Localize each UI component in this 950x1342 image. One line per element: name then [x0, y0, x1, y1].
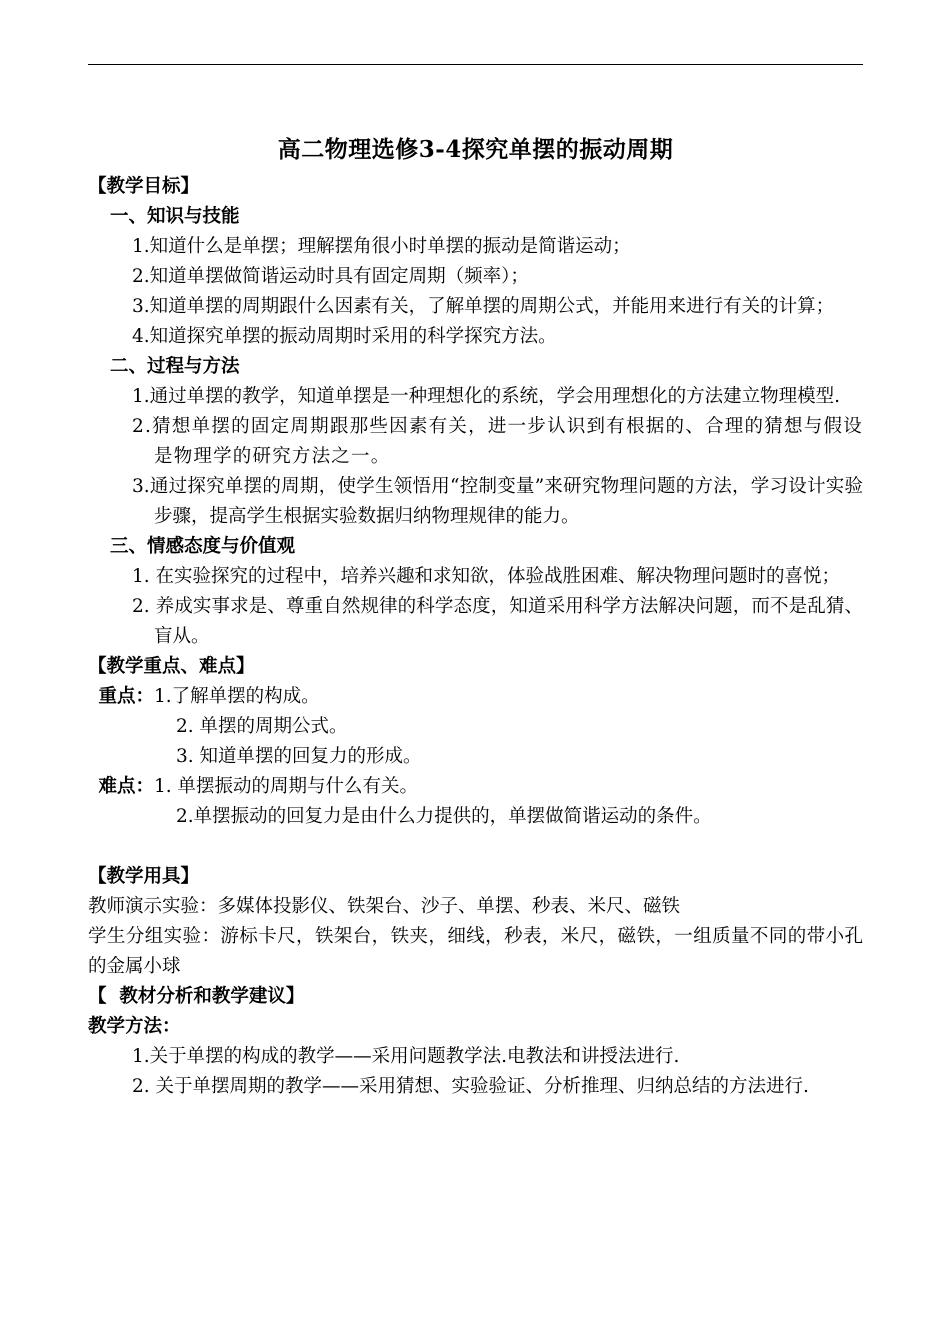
process-item-2: 2.猜想单摆的固定周期跟那些因素有关，进一步认识到有根据的、合理的猜想与假设是物理学的研究方法之一。: [132, 416, 863, 467]
key-row-1: [88, 682, 863, 712]
method-item-2: 2. 关于单摆周期的教学——采用猜想、实验验证、分析推理、归纳总结的方法进行.: [132, 1076, 809, 1097]
hard-row-1: [88, 772, 863, 802]
keypoints-heading: 【教学重点、难点】: [88, 656, 255, 677]
method-item-1: 1.关于单摆的构成的教学——采用问题教学法.电教法和讲授法进行.: [132, 1046, 680, 1067]
analysis-heading: 【 教材分析和教学建议】: [88, 986, 305, 1007]
tools-heading: 【教学用具】: [88, 866, 200, 887]
spacer: [88, 832, 863, 862]
attitude-heading: 三、情感态度与价值观: [110, 536, 296, 557]
hard-item-2: 2.单摆振动的回复力是由什么力提供的，单摆做简谐运动的条件。: [176, 806, 712, 827]
attitude-item-2: 2. 养成实事求是、尊重自然规律的科学态度，知道采用科学方法解决问题，而不是乱猜、盲从。: [132, 596, 863, 647]
key-label: 重点：: [98, 686, 154, 707]
method-heading: 教学方法：: [88, 1016, 181, 1037]
document-title: 高二物理选修3-4探究单摆的振动周期: [277, 136, 674, 163]
knowledge-item-1: 1.知道什么是单摆；理解摆角很小时单摆的振动是简谐运动；: [132, 236, 631, 257]
process-heading: 二、过程与方法: [110, 356, 240, 377]
document-body: [88, 128, 863, 1102]
knowledge-item-4: 4.知道探究单摆的振动周期时采用的科学探究方法。: [132, 326, 557, 347]
knowledge-item-3: 3.知道单摆的周期跟什么因素有关，了解单摆的周期公式，并能用来进行有关的计算；: [132, 296, 835, 317]
process-item-3: 3.通过探究单摆的周期，使学生领悟用“控制变量”来研究物理问题的方法，学习设计实验步骤，提高学生根据实验数据归纳物理规律的能力。: [132, 476, 863, 527]
process-item-1: 1.通过单摆的教学，知道单摆是一种理想化的系统，学会用理想化的方法建立物理模型.: [132, 386, 841, 407]
key-item-1: 1.了解单摆的构成。: [154, 686, 320, 707]
tools-teacher: 教师演示实验：多媒体投影仪、铁架台、沙子、单摆、秒表、米尺、磁铁: [88, 896, 681, 917]
hard-label: 难点：: [98, 776, 154, 797]
key-item-2: 2. 单摆的周期公式。: [176, 716, 348, 737]
key-item-3: 3. 知道单摆的回复力的形成。: [176, 746, 422, 767]
header-rule: [88, 64, 863, 65]
tools-student: 学生分组实验：游标卡尺，铁架台，铁夹，细线，秒表，米尺，磁铁，一组质量不同的带小孔的金属小球: [88, 926, 863, 977]
goals-heading: 【教学目标】: [88, 176, 200, 197]
attitude-item-1: 1. 在实验探究的过程中，培养兴趣和求知欲，体验战胜困难、解决物理问题时的喜悦；: [132, 566, 841, 587]
hard-item-1: 1. 单摆振动的周期与什么有关。: [154, 776, 419, 797]
knowledge-heading: 一、知识与技能: [110, 206, 240, 227]
knowledge-item-2: 2.知道单摆做简谐运动时具有固定周期（频率）；: [132, 266, 529, 287]
